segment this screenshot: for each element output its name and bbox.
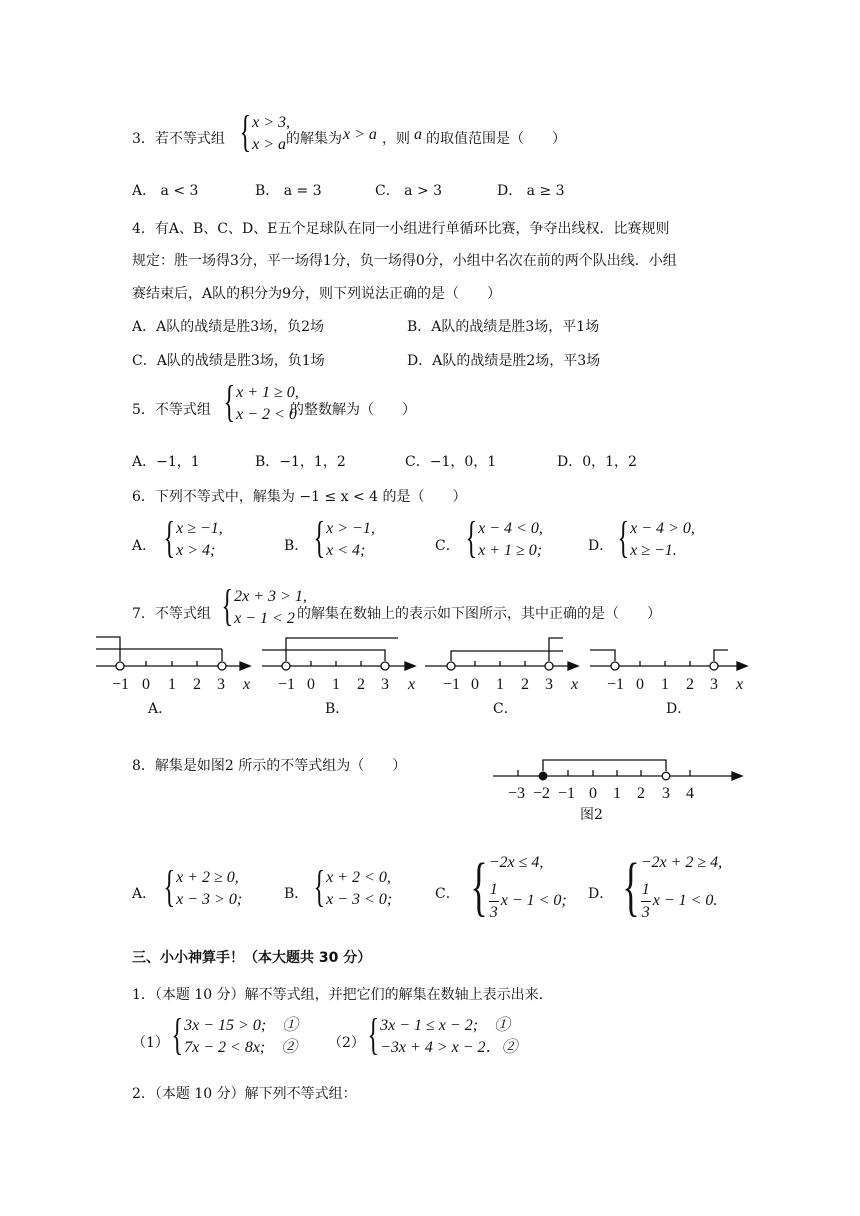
q3-prefix: 3．若不等式组 [132, 131, 225, 147]
section3-sub1-system: { 3x − 15 > 0; ① 7x − 2 < 8x; ② [171, 1010, 299, 1059]
q7-caption-a: A． [148, 701, 173, 717]
q7-b-tick-2: 2 [357, 676, 365, 693]
q8-d-line1: −2x + 2 ≥ 4, [640, 854, 723, 871]
q7-b-axis-var: x [408, 676, 416, 693]
q7-suffix: 的解集在数轴上的表示如下图所示，其中正确的是（ ） [297, 606, 661, 622]
q8-label-c: C． [435, 886, 460, 902]
q6-system-b: { x > −1, x < 4; [313, 513, 375, 562]
q8-b-line2: x − 3 < 0; [326, 891, 393, 908]
q5-sys-line1: x + 1 ≥ 0, [236, 384, 299, 401]
q8-system-d: { −2x + 2 ≥ 4, $\frac{1}{3}$ x − 1 < 0. [622, 850, 723, 923]
q8-c-frac-num: 1 [489, 879, 499, 902]
q8-d-frac-den: 3 [641, 904, 650, 921]
q8-figure-caption: 图2 [580, 807, 603, 823]
q8-a-line1: x + 2 ≥ 0, [176, 869, 239, 886]
q7-d-tick-0: 0 [636, 676, 644, 693]
q4-option-b: B．A队的战绩是胜3场，平1场 [407, 319, 600, 335]
q7-line-b [262, 638, 415, 670]
q6-system-d: { x − 4 > 0, x ≥ −1. [617, 513, 695, 562]
q7-c-tick-3: 3 [545, 676, 553, 693]
q7-sys-line2: x − 1 < 2 [234, 610, 295, 627]
q6-b-line1: x > −1, [326, 520, 375, 537]
section3-sub1-line1: 3x − 15 > 0; ① [184, 1017, 299, 1034]
q5-option-a: A．−1，1 [132, 454, 200, 470]
q7-line-c [425, 638, 578, 670]
q6-b-line2: x < 4; [326, 542, 366, 559]
q5-suffix: 的整数解为（ ） [290, 402, 416, 418]
q7-c-tick-2: 2 [521, 676, 529, 693]
q8-tick-neg1: −1 [558, 785, 576, 802]
q7-a-tick-1: 1 [168, 676, 176, 693]
q3-sys-line1: x > 3, [252, 114, 291, 131]
q6-system-c: { x − 4 < 0, x + 1 ≥ 0; [465, 513, 543, 562]
q5-prefix: 5．不等式组 [132, 402, 211, 418]
q7-caption-b: B． [325, 701, 350, 717]
q7-d-tick-2: 2 [686, 676, 694, 693]
q6-c-line2: x + 1 ≥ 0; [478, 542, 543, 559]
q8-d-line2: x − 1 < 0. [652, 892, 718, 910]
section3-title: 三、小小神算手！（本大题共 30 分） [132, 950, 372, 966]
section3-sub2-line2: −3x + 4 > x − 2．② [380, 1039, 518, 1056]
q8-c-line1: −2x ≤ 4, [488, 854, 544, 871]
q8-b-line1: x + 2 < 0, [326, 869, 391, 886]
q7-a-axis-var: x [243, 676, 251, 693]
section3-p1: 1．（本题 10 分）解不等式组，并把它们的解集在数轴上表示出来. [132, 987, 544, 1003]
q3-option-d: D． a ≥ 3 [497, 183, 565, 199]
q8-c-fraction [489, 879, 499, 924]
q7-b-tick-0: 0 [307, 676, 315, 693]
q6-a-line2: x > 4; [176, 542, 216, 559]
q3-mid: 的解集为 [286, 131, 342, 147]
q7-d-axis-var: x [736, 676, 744, 693]
q7-c-axis-var: x [571, 676, 579, 693]
q5-sys-line2: x − 2 < 0 [236, 406, 297, 423]
q6-d-line2: x ≥ −1. [630, 542, 677, 559]
q7-d-tick-neg1: −1 [607, 676, 625, 693]
q7-b-tick-1: 1 [332, 676, 340, 693]
q7-a-tick-neg1: −1 [112, 676, 130, 693]
q6-system-a: { x ≥ −1, x > 4; [163, 513, 223, 562]
q8-label-d: D． [588, 886, 614, 902]
q7-d-tick-3: 3 [710, 676, 718, 693]
q8-tick-3: 3 [662, 785, 670, 802]
q6-a-line1: x ≥ −1, [176, 520, 223, 537]
q3-sys-line2: x > a [252, 136, 287, 153]
q7-d-tick-1: 1 [661, 676, 669, 693]
section3-sub2-label: （2） [328, 1035, 365, 1051]
q7-caption-c: C． [493, 701, 518, 717]
q8-tick-labels [508, 785, 694, 802]
q4-line1: 4．有A、B、C、D、E五个足球队在同一小组进行单循环比赛，争夺出线权．比赛规则 [132, 221, 670, 237]
q8-figure-line [493, 760, 742, 780]
q8-d-frac-num: 1 [641, 879, 651, 902]
q8-text: 8．解集是如图2 所示的不等式组为（ ） [132, 758, 407, 774]
q8-c-frac-den: 3 [489, 904, 498, 921]
q8-label-a: A． [132, 886, 157, 902]
q7-a-tick-2: 2 [193, 676, 201, 693]
q3-tail2: 的取值范围是（ ） [426, 131, 566, 147]
q7-prefix: 7．不等式组 [132, 606, 211, 622]
q7-b-tick-neg1: −1 [278, 676, 296, 693]
q8-c-line2: x − 1 < 0; [500, 892, 567, 910]
q3-system: { x > 3, x > a [239, 107, 291, 156]
q7-system: { 2x + 3 > 1, x − 1 < 2 [221, 581, 307, 630]
q8-system-b: { x + 2 < 0, x − 3 < 0; [313, 862, 393, 911]
q4-line2: 规定：胜一场得3分，平一场得1分，负一场得0分，小组中名次在前的两个队出线．小组 [132, 253, 677, 269]
q7-line-a [96, 637, 250, 670]
q3-option-b: B． a = 3 [255, 183, 322, 199]
q7-a-tick-0: 0 [142, 676, 150, 693]
q6-label-a: A． [132, 538, 157, 554]
section3-sub1-line2: 7x − 2 < 8x; ② [184, 1039, 298, 1056]
q4-option-c: C．A队的战绩是胜3场，负1场 [132, 353, 325, 369]
q7-line-d [590, 650, 747, 670]
q8-c-line2-wrap [489, 879, 567, 924]
q8-label-b: B． [284, 886, 309, 902]
q8-tick-neg2: −2 [533, 785, 551, 802]
q4-option-a: A．A队的战绩是胜3场，负2场 [132, 319, 325, 335]
q5-option-c: C．−1，0，1 [405, 454, 497, 470]
section3-sub2-line1: 3x − 1 ≤ x − 2; ① [380, 1017, 511, 1034]
q7-c-tick-neg1: −1 [443, 676, 461, 693]
q8-tick-neg3: −3 [508, 785, 526, 802]
q7-c-tick-1: 1 [496, 676, 504, 693]
q5-option-b: B．−1，1，2 [255, 454, 346, 470]
section3-p2: 2．（本题 10 分）解下列不等式组： [132, 1086, 357, 1102]
q6-label-c: C． [435, 538, 460, 554]
q8-tick-2: 2 [637, 785, 645, 802]
q3-condition: x > a [343, 126, 377, 143]
section3-sub2-system: { 3x − 1 ≤ x − 2; ① −3x + 4 > x − 2．② [367, 1010, 518, 1059]
q7-a-tick-3: 3 [217, 676, 225, 693]
q8-d-line2-wrap [641, 879, 722, 924]
q6-label-d: D． [588, 538, 614, 554]
q3-option-c: C． a > 3 [375, 183, 443, 199]
q3-tail1: ，则 [382, 131, 410, 147]
q4-line3: 赛结束后，A队的积分为9分，则下列说法正确的是（ ） [132, 286, 502, 302]
section3-sub1-label: （1） [132, 1035, 169, 1051]
q8-system-a: { x + 2 ≥ 0, x − 3 > 0; [163, 862, 243, 911]
q4-option-d: D．A队的战绩是胜2场，平3场 [407, 353, 601, 369]
q6-d-line1: x − 4 > 0, [630, 520, 695, 537]
q7-c-tick-0: 0 [471, 676, 479, 693]
q3-option-a: A． a < 3 [132, 183, 199, 199]
q3-var: a [414, 126, 422, 143]
q8-tick-4: 4 [686, 785, 694, 802]
q7-caption-d: D． [666, 701, 692, 717]
q8-tick-1: 1 [613, 785, 621, 802]
q8-system-c: { −2x ≤ 4, $\frac{1}{3}$ x − 1 < 0; [470, 850, 567, 923]
q7-b-tick-3: 3 [381, 676, 389, 693]
q7-sys-line1: 2x + 3 > 1, [234, 588, 307, 605]
q8-d-fraction [641, 879, 651, 924]
q6-text: 6．下列不等式中，解集为 −1 ≤ x < 4 的是（ ） [132, 489, 467, 505]
q8-a-line2: x − 3 > 0; [176, 891, 243, 908]
q5-system: { x + 1 ≥ 0, x − 2 < 0 [223, 377, 299, 426]
q6-c-line1: x − 4 < 0, [478, 520, 543, 537]
q5-option-d: D．0，1，2 [557, 454, 637, 470]
q8-tick-0: 0 [589, 785, 597, 802]
q7-tick-labels [112, 676, 743, 693]
q6-label-b: B． [284, 538, 309, 554]
